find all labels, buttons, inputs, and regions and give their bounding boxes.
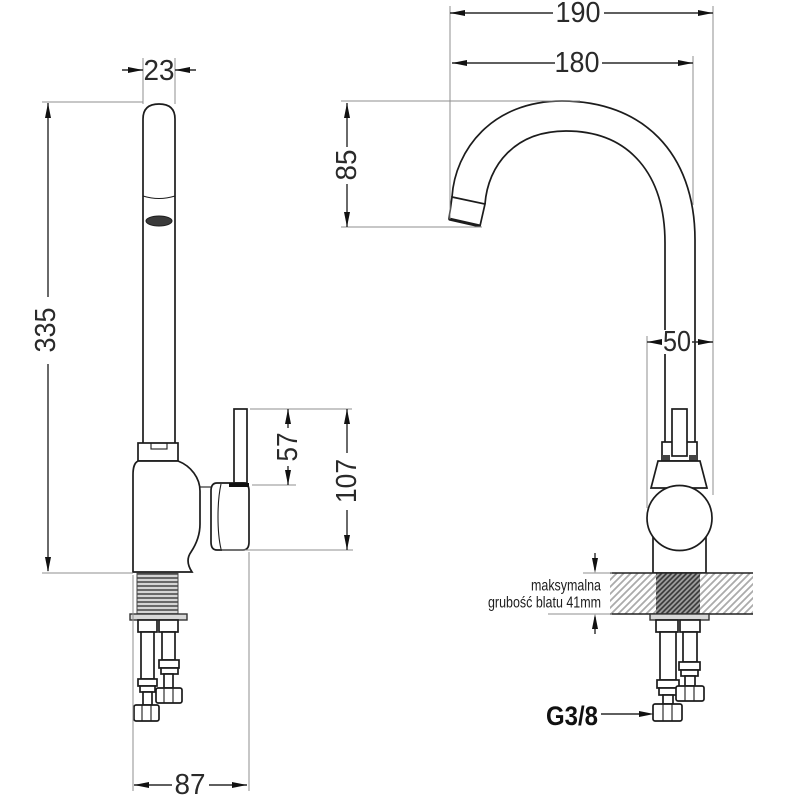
counter-note-line2: grubość blatu 41mm <box>488 594 601 612</box>
supply-hose-right <box>156 620 182 703</box>
dim-87-label: 87 <box>174 769 206 800</box>
side-mounting-flange <box>650 614 709 620</box>
hose-nut <box>134 705 159 721</box>
dim-335-label: 335 <box>30 304 62 353</box>
side-collar-tab-right <box>689 455 697 461</box>
counter-note-line1: maksymalna <box>531 577 602 595</box>
side-body-neck <box>651 461 707 488</box>
hose-nut <box>653 704 682 721</box>
dim-57-label: 57 <box>272 429 304 462</box>
spout-column <box>143 104 175 443</box>
dim-23-label: 23 <box>143 55 175 87</box>
hose-nut <box>156 688 182 703</box>
handle-rod <box>234 409 247 483</box>
dim-107-label: 107 <box>331 454 363 503</box>
spout-collar <box>138 443 178 461</box>
dim-85-label: 85 <box>331 148 363 181</box>
mounting-flange <box>130 614 187 620</box>
dim-190-label: 190 <box>555 0 601 29</box>
dim-50-label: 50 <box>663 326 691 358</box>
side-collar-tab-left <box>662 455 670 461</box>
dim-180-label: 180 <box>554 47 600 79</box>
handle-cap <box>211 483 249 550</box>
faucet-body <box>133 461 200 572</box>
aerator <box>146 216 172 226</box>
hose-nut <box>676 686 704 701</box>
threaded-shank <box>137 573 178 614</box>
thread-size-label: G3/8 <box>546 701 598 731</box>
side-threaded-shank <box>656 573 700 614</box>
side-handle-rod <box>672 409 687 456</box>
side-body-sphere <box>647 486 712 551</box>
